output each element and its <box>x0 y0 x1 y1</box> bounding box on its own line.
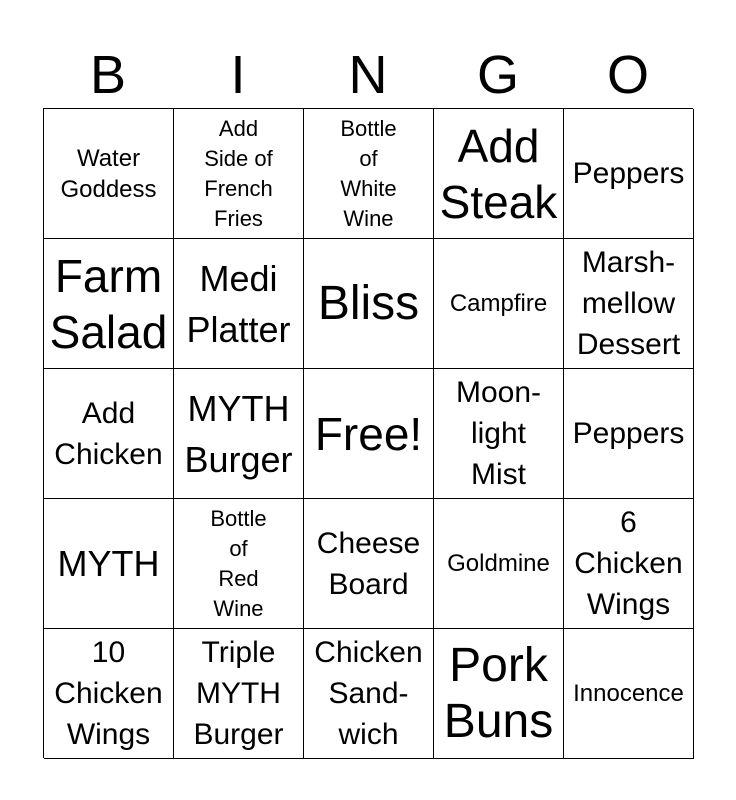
cell-text: MYTH Burger <box>184 387 293 480</box>
bingo-cell[interactable] <box>44 499 174 629</box>
bingo-header <box>43 42 693 108</box>
cell-text: Moon- light Mist <box>455 376 542 491</box>
bingo-cell[interactable] <box>174 369 304 499</box>
bingo-cell[interactable] <box>564 499 694 629</box>
bingo-cell[interactable] <box>174 629 304 759</box>
cell-text: Peppers <box>572 417 685 450</box>
cell-text: Innocence <box>573 680 684 707</box>
cell-text: Cheese Board <box>316 526 421 601</box>
cell-text: Chicken Sand- wich <box>314 636 423 751</box>
cell-text: Free! <box>314 407 423 460</box>
cell-text: Water Goddess <box>60 144 157 203</box>
bingo-cell[interactable] <box>564 369 694 499</box>
bingo-cell[interactable] <box>44 239 174 369</box>
cell-text: Bottle of White Wine <box>340 115 397 231</box>
bingo-cell[interactable] <box>304 239 434 369</box>
cell-text: Pork Buns <box>443 638 554 748</box>
bingo-cell[interactable] <box>564 629 694 759</box>
cell-text: Peppers <box>572 157 685 190</box>
cell-text: Add Steak <box>439 119 558 228</box>
bingo-cell[interactable] <box>174 239 304 369</box>
bingo-cell[interactable] <box>564 239 694 369</box>
cell-text: Bliss <box>317 276 420 330</box>
bingo-cell[interactable] <box>174 109 304 239</box>
bingo-cell[interactable] <box>304 499 434 629</box>
cell-text: MYTH <box>57 543 160 584</box>
cell-text: Add Side of French Fries <box>204 115 273 231</box>
bingo-board <box>43 108 693 758</box>
bingo-cell[interactable] <box>304 109 434 239</box>
bingo-cell[interactable] <box>434 239 564 369</box>
cell-text: Bottle of Red Wine <box>210 505 267 621</box>
header-letter-i: I <box>230 45 246 105</box>
cell-text: Add Chicken <box>54 396 163 471</box>
header-letter-g: G <box>476 45 519 105</box>
bingo-cell[interactable] <box>44 629 174 759</box>
header-letter-o: O <box>606 45 649 105</box>
cell-text: Farm Salad <box>49 249 168 358</box>
bingo-cell[interactable] <box>564 109 694 239</box>
cell-text: Goldmine <box>447 550 550 577</box>
bingo-cell[interactable] <box>434 369 564 499</box>
bingo-cell[interactable] <box>174 499 304 629</box>
cell-text: Medi Platter <box>186 257 291 350</box>
cell-text: 6 Chicken Wings <box>574 506 683 621</box>
bingo-cell[interactable] <box>44 109 174 239</box>
bingo-cell[interactable] <box>44 369 174 499</box>
cell-text: Triple MYTH Burger <box>193 636 284 751</box>
cell-text: 10 Chicken Wings <box>54 636 163 751</box>
bingo-cell[interactable] <box>434 499 564 629</box>
cell-text: Marsh- mellow Dessert <box>576 246 681 361</box>
bingo-cell[interactable] <box>434 629 564 759</box>
free-space-cell[interactable] <box>304 369 434 499</box>
bingo-cell[interactable] <box>304 629 434 759</box>
header-letter-b: B <box>89 45 127 105</box>
cell-text: Campfire <box>449 290 548 317</box>
header-letter-n: N <box>348 45 388 105</box>
bingo-cell[interactable] <box>434 109 564 239</box>
